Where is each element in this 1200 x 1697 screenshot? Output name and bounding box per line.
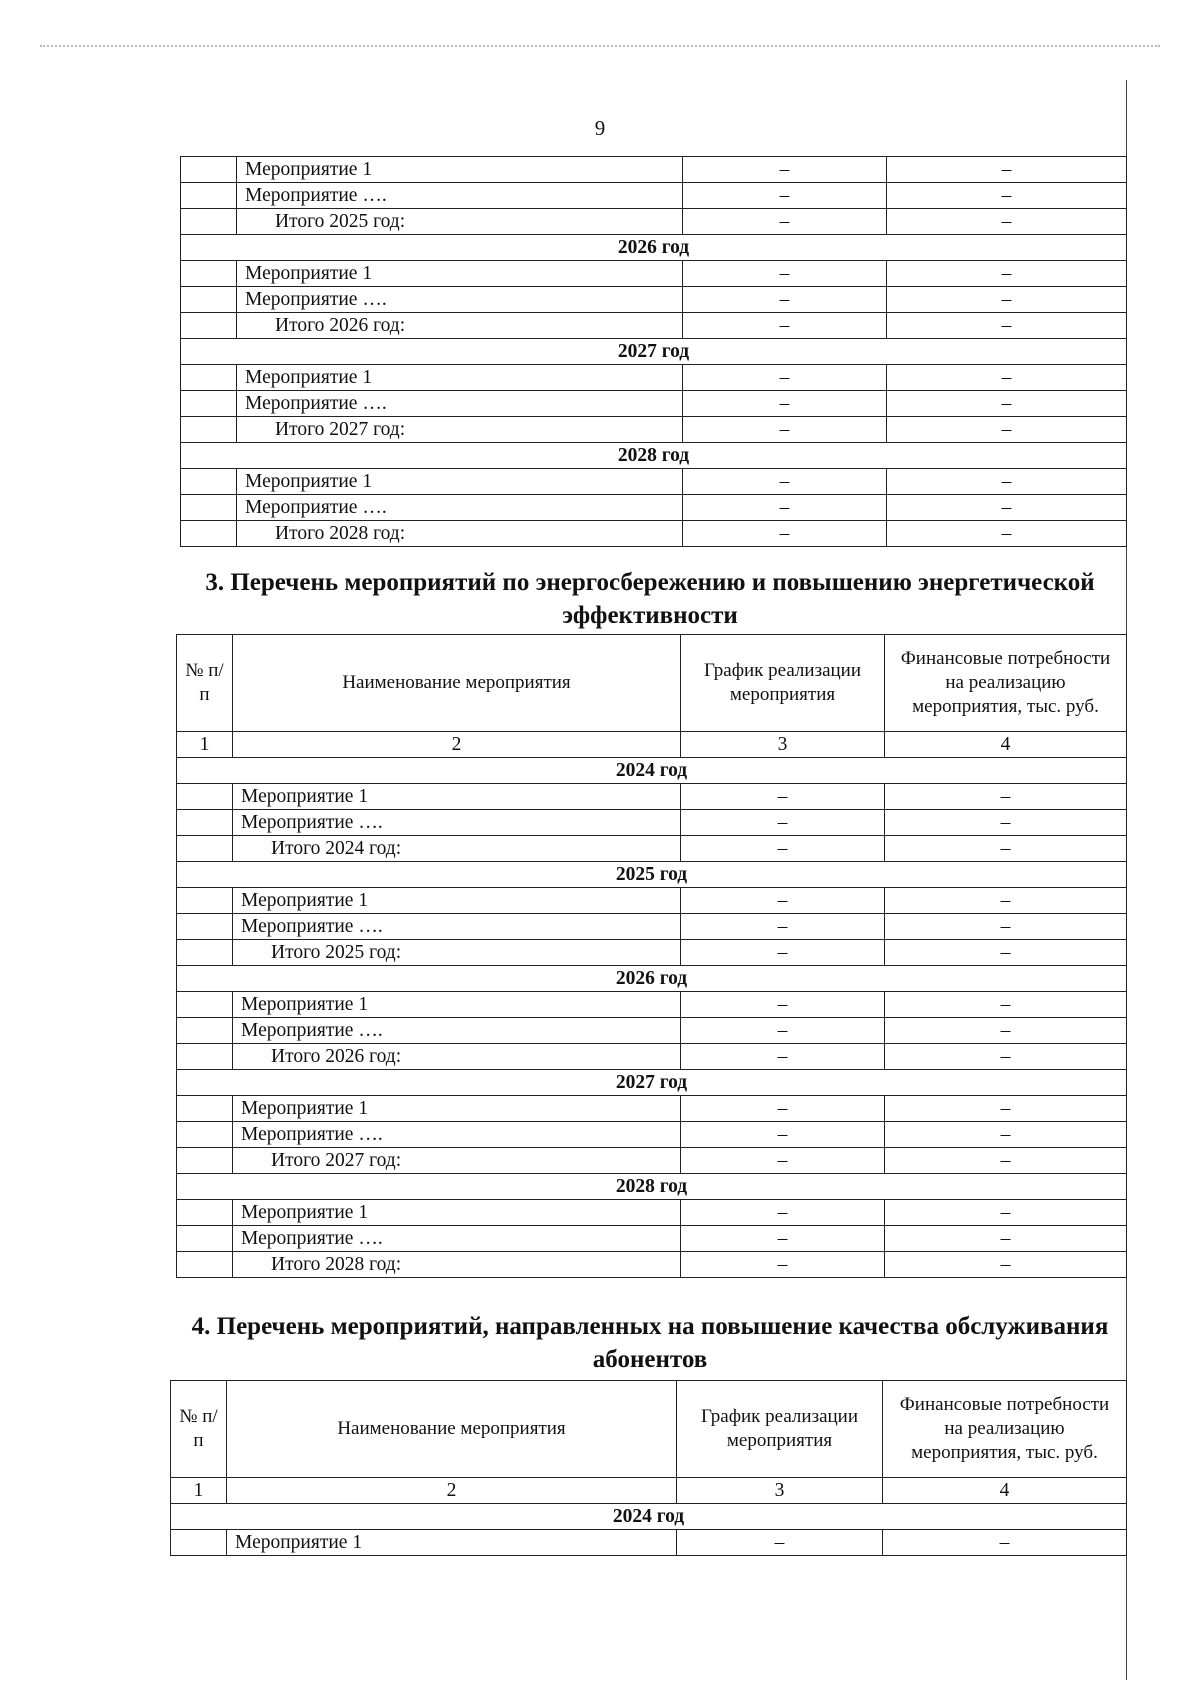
column-number: 1 [177,732,233,758]
header-number: № п/п [171,1381,227,1478]
measure-name: Мероприятие …. [237,495,683,521]
schedule-cell: – [681,888,885,914]
table-row [177,1200,1127,1226]
schedule-cell: – [681,784,885,810]
schedule-cell: – [681,1148,885,1174]
total-label: Итого 2027 год: [233,1148,681,1174]
schedule-cell: – [683,261,887,287]
header-number: № п/п [177,635,233,732]
measure-name: Мероприятие …. [233,1226,681,1252]
measure-name: Мероприятие …. [233,1122,681,1148]
year-row [177,1070,1127,1096]
measure-name: Мероприятие 1 [227,1530,677,1556]
table-header-row [171,1381,1127,1478]
column-number-row [177,732,1127,758]
finance-cell: – [885,836,1127,862]
finance-cell: – [887,261,1127,287]
finance-cell: – [885,992,1127,1018]
table-row [181,287,1127,313]
finance-cell: – [885,1200,1127,1226]
row-number-cell [181,365,237,391]
schedule-cell: – [681,1252,885,1278]
table-row [177,1122,1127,1148]
row-number-cell [177,1122,233,1148]
measure-name: Мероприятие …. [237,391,683,417]
schedule-cell: – [683,521,887,547]
row-number-cell [177,810,233,836]
table-row [177,1018,1127,1044]
schedule-cell: – [683,313,887,339]
year-label: 2024 год [171,1504,1127,1530]
table-row [177,1226,1127,1252]
finance-cell: – [887,183,1127,209]
year-label: 2027 год [181,339,1127,365]
table-row [177,992,1127,1018]
column-number: 4 [883,1478,1127,1504]
finance-cell: – [885,1226,1127,1252]
column-number: 4 [885,732,1127,758]
header-finance: Финансовые потребности на реализацию мероприятия, тыс. руб. [885,635,1127,732]
schedule-cell: – [681,940,885,966]
year-row [177,1174,1127,1200]
year-row [181,443,1127,469]
schedule-cell: – [683,417,887,443]
finance-cell: – [887,391,1127,417]
total-row [181,313,1127,339]
row-number-cell [177,940,233,966]
row-number-cell [181,287,237,313]
year-label: 2025 год [177,862,1127,888]
schedule-cell: – [683,391,887,417]
measure-name: Мероприятие …. [237,287,683,313]
section-3-title: 3. Перечень мероприятий по энергосбережению и повышению энергетической эффективности [205,569,1095,629]
measure-name: Мероприятие 1 [237,157,683,183]
schedule-cell: – [681,1018,885,1044]
measure-name: Мероприятие …. [233,1018,681,1044]
finance-cell: – [885,940,1127,966]
schedule-cell: – [683,287,887,313]
header-measure-name: Наименование мероприятия [233,635,681,732]
row-number-cell [177,836,233,862]
finance-cell: – [885,1044,1127,1070]
year-row [181,339,1127,365]
table-row [177,1096,1127,1122]
finance-cell: – [887,521,1127,547]
finance-cell: – [885,1148,1127,1174]
finance-cell: – [885,1122,1127,1148]
measure-name: Мероприятие 1 [233,1200,681,1226]
total-row [177,1148,1127,1174]
energy-saving-measures-table [176,634,1127,1278]
schedule-cell: – [683,157,887,183]
page-number: 9 [594,116,606,140]
year-label: 2027 год [177,1070,1127,1096]
row-number-cell [181,417,237,443]
column-number-row [171,1478,1127,1504]
schedule-cell: – [681,836,885,862]
continued-measures-table [180,156,1127,547]
total-label: Итого 2028 год: [233,1252,681,1278]
section-4-title: 4. Перечень мероприятий, направленных на повышение качества обслуживания абонентов [191,1313,1109,1373]
service-quality-measures-table [170,1380,1127,1556]
table-header-row [177,635,1127,732]
row-number-cell [181,183,237,209]
measure-name: Мероприятие …. [237,183,683,209]
row-number-cell [181,495,237,521]
measure-name: Мероприятие 1 [233,784,681,810]
year-label: 2028 год [181,443,1127,469]
finance-cell: – [887,287,1127,313]
header-schedule: График реализации мероприятия [681,635,885,732]
year-label: 2026 год [181,235,1127,261]
row-number-cell [177,1252,233,1278]
row-number-cell [181,157,237,183]
finance-cell: – [887,365,1127,391]
row-number-cell [177,1226,233,1252]
table-row [177,784,1127,810]
schedule-cell: – [683,183,887,209]
year-row [171,1504,1127,1530]
column-number: 3 [681,732,885,758]
total-row [181,417,1127,443]
finance-cell: – [887,469,1127,495]
year-label: 2026 год [177,966,1127,992]
finance-cell: – [883,1530,1127,1556]
year-row [181,235,1127,261]
table-row [181,261,1127,287]
measure-name: Мероприятие 1 [233,992,681,1018]
row-number-cell [181,261,237,287]
header-finance: Финансовые потребности на реализацию мероприятия, тыс. руб. [883,1381,1127,1478]
row-number-cell [177,992,233,1018]
finance-cell: – [885,1018,1127,1044]
table-row [181,391,1127,417]
row-number-cell [181,521,237,547]
row-number-cell [177,888,233,914]
scan-artifact-line [40,45,1160,47]
finance-cell: – [885,888,1127,914]
table-row [181,157,1127,183]
row-number-cell [181,209,237,235]
finance-cell: – [885,784,1127,810]
schedule-cell: – [683,469,887,495]
table-row [181,183,1127,209]
measure-name: Мероприятие 1 [233,888,681,914]
table-row [171,1530,1127,1556]
schedule-cell: – [683,495,887,521]
column-number: 2 [227,1478,677,1504]
table-row [177,888,1127,914]
finance-cell: – [885,1252,1127,1278]
total-label: Итого 2025 год: [237,209,683,235]
measure-name: Мероприятие 1 [237,365,683,391]
total-row [177,1252,1127,1278]
measure-name: Мероприятие …. [233,810,681,836]
finance-cell: – [885,914,1127,940]
total-row [181,521,1127,547]
year-label: 2024 год [177,758,1127,784]
finance-cell: – [887,313,1127,339]
schedule-cell: – [681,1044,885,1070]
table-row [177,914,1127,940]
schedule-cell: – [681,1200,885,1226]
schedule-cell: – [683,365,887,391]
finance-cell: – [887,495,1127,521]
header-measure-name: Наименование мероприятия [227,1381,677,1478]
total-row [177,836,1127,862]
row-number-cell [181,313,237,339]
measure-name: Мероприятие …. [233,914,681,940]
total-label: Итого 2024 год: [233,836,681,862]
measure-name: Мероприятие 1 [237,261,683,287]
finance-cell: – [887,209,1127,235]
total-label: Итого 2026 год: [233,1044,681,1070]
finance-cell: – [887,157,1127,183]
year-row [177,862,1127,888]
row-number-cell [171,1530,227,1556]
finance-cell: – [885,810,1127,836]
row-number-cell [177,1018,233,1044]
total-row [177,940,1127,966]
schedule-cell: – [681,1096,885,1122]
total-label: Итого 2027 год: [237,417,683,443]
row-number-cell [181,391,237,417]
total-row [177,1044,1127,1070]
row-number-cell [177,1148,233,1174]
row-number-cell [177,1200,233,1226]
row-number-cell [177,784,233,810]
finance-cell: – [887,417,1127,443]
row-number-cell [177,1096,233,1122]
finance-cell: – [885,1096,1127,1122]
column-number: 1 [171,1478,227,1504]
schedule-cell: – [681,992,885,1018]
row-number-cell [177,1044,233,1070]
column-number: 3 [677,1478,883,1504]
schedule-cell: – [681,810,885,836]
header-schedule: График реализации мероприятия [677,1381,883,1478]
table-row [181,495,1127,521]
year-label: 2028 год [177,1174,1127,1200]
column-number: 2 [233,732,681,758]
table-row [181,365,1127,391]
total-label: Итого 2026 год: [237,313,683,339]
schedule-cell: – [681,1122,885,1148]
row-number-cell [181,469,237,495]
schedule-cell: – [681,914,885,940]
year-row [177,758,1127,784]
row-number-cell [177,914,233,940]
schedule-cell: – [681,1226,885,1252]
measure-name: Мероприятие 1 [237,469,683,495]
measure-name: Мероприятие 1 [233,1096,681,1122]
schedule-cell: – [683,209,887,235]
total-label: Итого 2025 год: [233,940,681,966]
year-row [177,966,1127,992]
table-row [181,469,1127,495]
total-row [181,209,1127,235]
schedule-cell: – [677,1530,883,1556]
total-label: Итого 2028 год: [237,521,683,547]
table-row [177,810,1127,836]
